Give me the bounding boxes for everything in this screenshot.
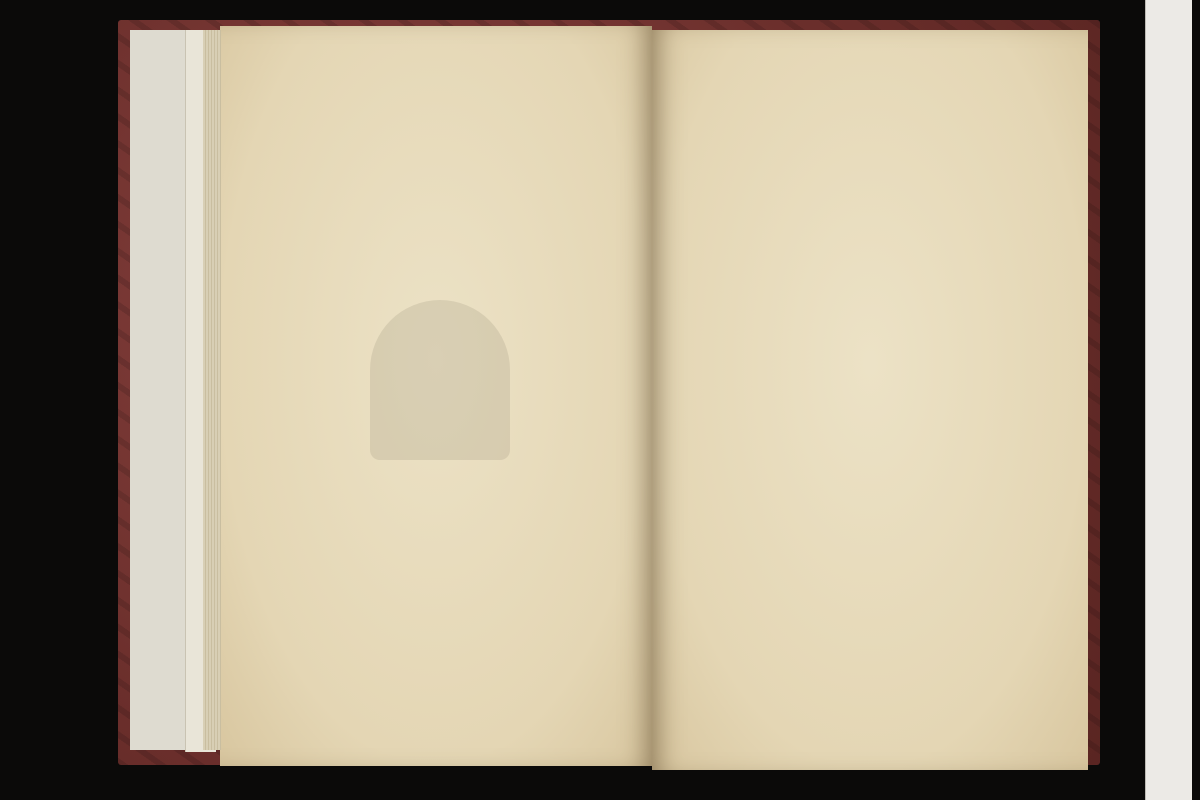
- right-page: [652, 30, 1088, 770]
- page-edges: [203, 30, 221, 750]
- watermark-logo: [370, 300, 510, 460]
- measurement-ruler: [1145, 0, 1192, 800]
